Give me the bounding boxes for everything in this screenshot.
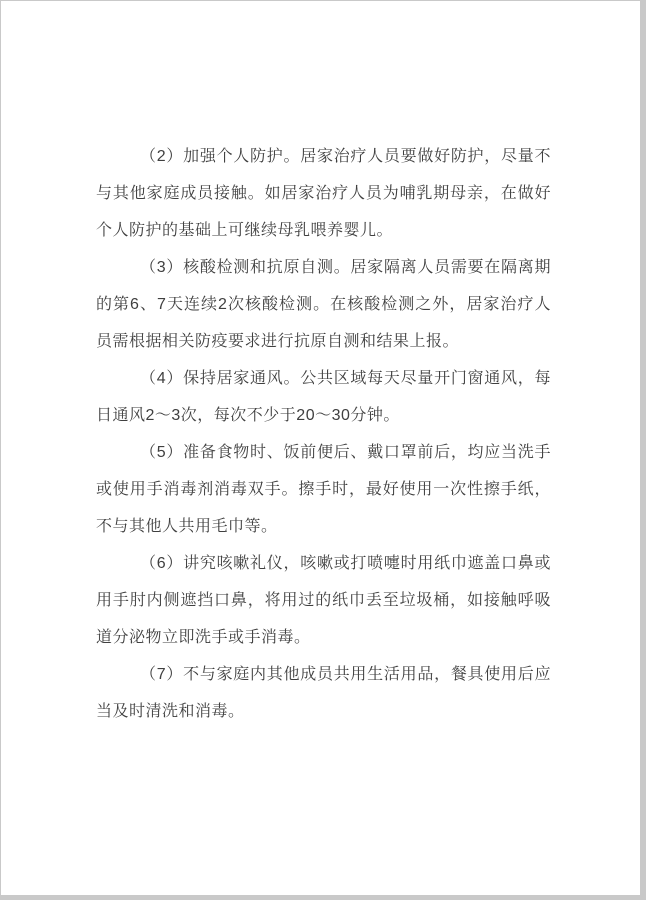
document-body-text (96, 138, 551, 730)
paragraph-item-4: （4）保持居家通风。公共区域每天尽量开门窗通风，每日通风2～3次，每次不少于20～30分钟。 (96, 370, 551, 424)
paragraph-item-2: （2）加强个人防护。居家治疗人员要做好防护，尽量不与其他家庭成员接触。如居家治疗人员为哺乳期母亲，在做好个人防护的基础上可继续母乳喂养婴儿。 (96, 148, 551, 239)
document-page (1, 1, 640, 895)
paragraph-item-3: （3）核酸检测和抗原自测。居家隔离人员需要在隔离期的第6、7天连续2次核酸检测。在核酸检测之外，居家治疗人员需根据相关防疫要求进行抗原自测和结果上报。 (96, 259, 551, 350)
paragraph-item-7: （7）不与家庭内其他成员共用生活用品，餐具使用后应当及时清洗和消毒。 (96, 666, 551, 720)
paragraph-item-5: （5）准备食物时、饭前便后、戴口罩前后，均应当洗手或使用手消毒剂消毒双手。擦手时，最好使用一次性擦手纸，不与其他人共用毛巾等。 (96, 444, 551, 535)
paragraph-item-6: （6）讲究咳嗽礼仪，咳嗽或打喷嚏时用纸巾遮盖口鼻或用手肘内侧遮挡口鼻，将用过的纸巾丢至垃圾桶，如接触呼吸道分泌物立即洗手或手消毒。 (96, 555, 551, 646)
